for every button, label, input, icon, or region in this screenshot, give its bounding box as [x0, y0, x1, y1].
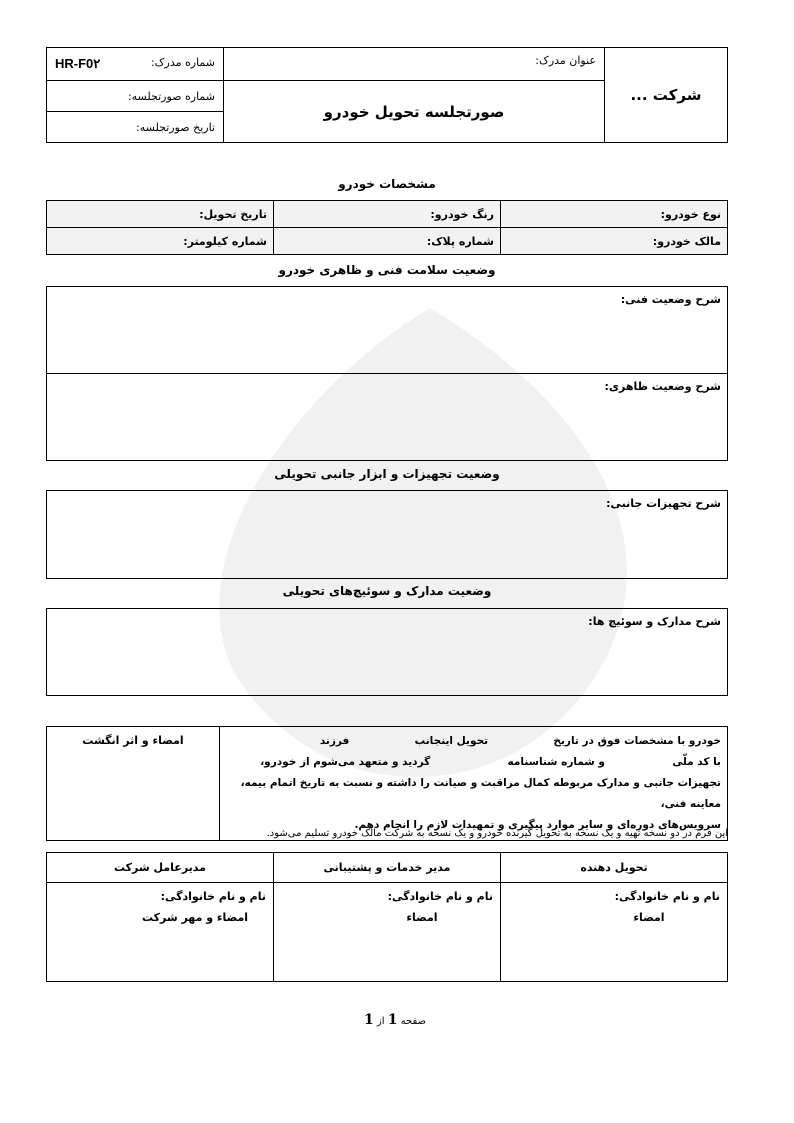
mileage-field[interactable]: شماره کیلومتر: — [47, 228, 274, 255]
doc-number-label: شماره مدرک: — [150, 56, 215, 69]
vehicle-owner-field[interactable]: مالک خودرو: — [501, 228, 728, 255]
appearance-condition-label: شرح وضعیت ظاهری: — [604, 380, 721, 393]
commitment-line2-b: و شماره شناسنامه — [507, 756, 605, 768]
sign-label: امضاء — [633, 911, 665, 924]
table-row — [47, 883, 728, 982]
commitment-signature-cell[interactable] — [47, 727, 220, 841]
commitment-line1-a: خودرو با مشخصات فوق در تاریخ — [553, 735, 721, 747]
vehicle-specs-table — [46, 200, 728, 255]
commitment-line4: سرویس‌های دوره‌ای و سایر موارد پیگیری و تمهیدات لازم را انجام دهم. — [354, 819, 721, 831]
doc-number-cell — [47, 48, 224, 81]
page-current: 1 — [387, 1012, 398, 1028]
role-ceo: مدیرعامل شرکت — [47, 853, 274, 883]
vehicle-specs-title: مشخصات خودرو — [338, 177, 436, 191]
vehicle-color-field[interactable]: رنگ خودرو: — [274, 201, 501, 228]
minutes-number-label[interactable]: شماره صورتجلسه: — [47, 81, 224, 112]
commitment-line2-c: گردید و متعهد می‌شوم از خودرو، — [260, 756, 431, 768]
equipment-field[interactable] — [46, 490, 728, 579]
of-word: از — [376, 1016, 385, 1027]
role-deliverer: تحویل دهنده — [501, 853, 728, 883]
sign-label: امضاء — [406, 911, 438, 924]
document-header — [46, 47, 728, 143]
page-number — [330, 1012, 460, 1028]
sign-label: امضاء و مهر شرکت — [141, 911, 249, 924]
equipment-label: شرح تجهیزات جانبی: — [606, 497, 721, 510]
plate-number-field[interactable]: شماره پلاک: — [274, 228, 501, 255]
commitment-text — [220, 727, 728, 841]
page-title: صورتجلسه تحویل خودرو — [224, 81, 605, 143]
technical-section-title: وضعیت سلامت فنی و ظاهری خودرو — [278, 263, 496, 277]
appearance-condition-field[interactable] — [47, 374, 727, 460]
signature-fingerprint-label: امضاء و اثر انگشت — [82, 734, 184, 747]
name-label: نام و نام خانوادگی: — [614, 890, 720, 903]
documents-label: شرح مدارک و سوئیچ ها: — [588, 615, 721, 628]
role-services-manager: مدیر خدمات و پشتیبانی — [274, 853, 501, 883]
doc-number: HR-F0۲ — [55, 56, 101, 71]
table-row — [47, 228, 728, 255]
page-total: 1 — [363, 1012, 374, 1028]
technical-condition-field[interactable] — [47, 287, 727, 374]
commitment-line1-c: فرزند — [319, 735, 350, 747]
name-label: نام و نام خانوادگی: — [160, 890, 266, 903]
delivery-date-field[interactable]: تاریخ تحویل: — [47, 201, 274, 228]
table-row — [47, 201, 728, 228]
documents-field[interactable] — [46, 608, 728, 696]
page-word: صفحه — [400, 1016, 427, 1027]
services-manager-signature-cell[interactable] — [274, 883, 501, 982]
commitment-table — [46, 726, 728, 841]
name-label: نام و نام خانوادگی: — [387, 890, 493, 903]
documents-section-title: وضعیت مدارک و سوئیچ‌های تحویلی — [282, 584, 492, 598]
deliverer-signature-cell[interactable] — [501, 883, 728, 982]
commitment-line1-b: تحویل اینجانب — [414, 735, 489, 747]
doc-title-label: عنوان مدرک: — [224, 48, 605, 81]
commitment-line3: تجهیزات جانبی و مدارک مربوطه کمال مراقبت و صیانت را داشته و نسبت به تاریخ اتمام بیمه، معاینه فنی، — [240, 777, 721, 810]
company-name: شرکت ... — [605, 48, 728, 143]
technical-box — [46, 286, 728, 461]
table-row — [47, 853, 728, 883]
technical-condition-label: شرح وضعیت فنی: — [620, 293, 721, 306]
signatures-table — [46, 852, 728, 982]
equipment-section-title: وضعیت تجهیزات و ابزار جانبی تحویلی — [274, 467, 500, 481]
ceo-signature-cell[interactable] — [47, 883, 274, 982]
commitment-line2-a: با کد ملّی — [672, 756, 721, 768]
vehicle-type-field[interactable]: نوع خودرو: — [501, 201, 728, 228]
copies-note: این فرم در دو نسخه تهیه و یک نسخه به تحویل گیرنده خودرو و یک نسخه به شرکت مالک خودرو تسلیم می‌شود. — [266, 828, 728, 839]
minutes-date-label[interactable]: تاریخ صورتجلسه: — [47, 112, 224, 143]
